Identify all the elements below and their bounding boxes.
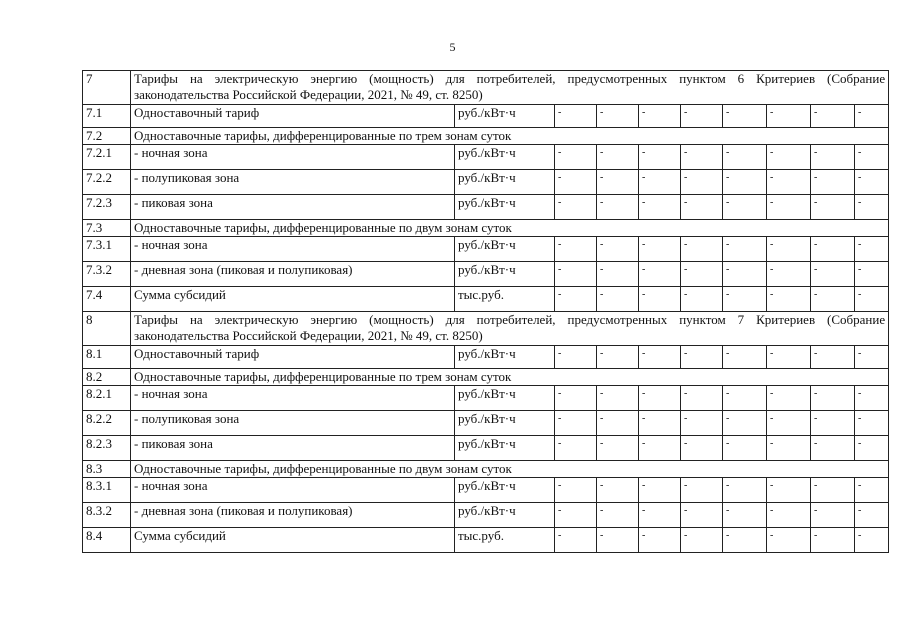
value-cell: - <box>855 237 889 262</box>
value-cell: - <box>855 195 889 220</box>
value-cell: - <box>639 411 681 436</box>
value-cell: - <box>811 262 855 287</box>
value-cell: - <box>767 478 811 503</box>
value-cell: - <box>767 346 811 369</box>
row-number: 8.3 <box>83 461 131 478</box>
value-cell: - <box>811 436 855 461</box>
value-cell: - <box>811 386 855 411</box>
value-cell: - <box>723 262 767 287</box>
table-row <box>83 287 889 312</box>
subsection-row <box>83 461 889 478</box>
row-name: - ночная зона <box>131 386 455 411</box>
value-cell: - <box>555 478 597 503</box>
row-name: - ночная зона <box>131 237 455 262</box>
row-number: 7.2.2 <box>83 170 131 195</box>
value-cell: - <box>811 528 855 553</box>
value-cell: - <box>555 105 597 128</box>
value-cell: - <box>855 105 889 128</box>
subsection-title: Одноставочные тарифы, дифференцированные по трем зонам суток <box>131 128 889 145</box>
value-cell: - <box>681 105 723 128</box>
value-cell: - <box>811 237 855 262</box>
value-cell: - <box>855 528 889 553</box>
value-cell: - <box>639 237 681 262</box>
row-number: 7.3.1 <box>83 237 131 262</box>
value-cell: - <box>639 170 681 195</box>
row-unit: тыс.руб. <box>455 287 555 312</box>
value-cell: - <box>811 411 855 436</box>
value-cell: - <box>767 411 811 436</box>
value-cell: - <box>767 287 811 312</box>
value-cell: - <box>597 237 639 262</box>
table-row <box>83 195 889 220</box>
value-cell: - <box>597 195 639 220</box>
value-cell: - <box>555 503 597 528</box>
value-cell: - <box>723 436 767 461</box>
value-cell: - <box>555 436 597 461</box>
value-cell: - <box>639 503 681 528</box>
value-cell: - <box>767 105 811 128</box>
row-number: 7.1 <box>83 105 131 128</box>
row-number: 8.2.1 <box>83 386 131 411</box>
row-unit: руб./кВт·ч <box>455 170 555 195</box>
row-name: - ночная зона <box>131 145 455 170</box>
value-cell: - <box>555 528 597 553</box>
value-cell: - <box>855 287 889 312</box>
value-cell: - <box>639 528 681 553</box>
table-row <box>83 346 889 369</box>
table-row <box>83 478 889 503</box>
subsection-title: Одноставочные тарифы, дифференцированные по двум зонам суток <box>131 461 889 478</box>
value-cell: - <box>855 262 889 287</box>
table-row <box>83 145 889 170</box>
value-cell: - <box>681 386 723 411</box>
value-cell: - <box>811 287 855 312</box>
value-cell: - <box>855 145 889 170</box>
value-cell: - <box>681 237 723 262</box>
value-cell: - <box>639 287 681 312</box>
value-cell: - <box>681 503 723 528</box>
table-row <box>83 105 889 128</box>
page-number: 5 <box>449 40 456 54</box>
table-row <box>83 262 889 287</box>
row-number: 8 <box>83 312 131 346</box>
value-cell: - <box>597 287 639 312</box>
row-name: - дневная зона (пиковая и полупиковая) <box>131 262 455 287</box>
value-cell: - <box>681 436 723 461</box>
row-unit: руб./кВт·ч <box>455 386 555 411</box>
value-cell: - <box>723 237 767 262</box>
value-cell: - <box>855 478 889 503</box>
value-cell: - <box>811 503 855 528</box>
value-cell: - <box>681 528 723 553</box>
value-cell: - <box>767 262 811 287</box>
row-name: - дневная зона (пиковая и полупиковая) <box>131 503 455 528</box>
row-name: - ночная зона <box>131 478 455 503</box>
table-row <box>83 503 889 528</box>
table-row <box>83 528 889 553</box>
value-cell: - <box>681 346 723 369</box>
row-name: Одноставочный тариф <box>131 346 455 369</box>
value-cell: - <box>855 170 889 195</box>
row-unit: руб./кВт·ч <box>455 411 555 436</box>
row-number: 8.2 <box>83 369 131 386</box>
value-cell: - <box>723 145 767 170</box>
value-cell: - <box>597 346 639 369</box>
value-cell: - <box>639 105 681 128</box>
value-cell: - <box>723 170 767 195</box>
subsection-row <box>83 369 889 386</box>
value-cell: - <box>723 105 767 128</box>
row-number: 8.3.2 <box>83 503 131 528</box>
value-cell: - <box>597 170 639 195</box>
value-cell: - <box>767 528 811 553</box>
value-cell: - <box>597 411 639 436</box>
value-cell: - <box>639 145 681 170</box>
value-cell: - <box>855 346 889 369</box>
value-cell: - <box>555 287 597 312</box>
value-cell: - <box>597 145 639 170</box>
value-cell: - <box>597 262 639 287</box>
row-number: 8.2.2 <box>83 411 131 436</box>
value-cell: - <box>723 386 767 411</box>
value-cell: - <box>811 105 855 128</box>
value-cell: - <box>723 503 767 528</box>
value-cell: - <box>855 411 889 436</box>
value-cell: - <box>597 503 639 528</box>
value-cell: - <box>723 411 767 436</box>
row-unit: руб./кВт·ч <box>455 503 555 528</box>
value-cell: - <box>555 346 597 369</box>
value-cell: - <box>811 170 855 195</box>
value-cell: - <box>639 195 681 220</box>
value-cell: - <box>767 195 811 220</box>
row-number: 7.3 <box>83 220 131 237</box>
value-cell: - <box>555 262 597 287</box>
row-unit: тыс.руб. <box>455 528 555 553</box>
value-cell: - <box>855 386 889 411</box>
subsection-title: Одноставочные тарифы, дифференцированные по трем зонам суток <box>131 369 889 386</box>
value-cell: - <box>767 386 811 411</box>
row-name: - пиковая зона <box>131 436 455 461</box>
row-unit: руб./кВт·ч <box>455 346 555 369</box>
table-row <box>83 237 889 262</box>
subsection-title: Одноставочные тарифы, дифференцированные по двум зонам суток <box>131 220 889 237</box>
row-number: 8.4 <box>83 528 131 553</box>
value-cell: - <box>639 346 681 369</box>
row-unit: руб./кВт·ч <box>455 262 555 287</box>
section-title: Тарифы на электрическую энергию (мощность) для потребителей, предусмотренных пунктом 7 Критериев (Собрание законодательства Российской Федерации, 2021, № 49, ст. 8250) <box>131 312 889 346</box>
row-unit: руб./кВт·ч <box>455 237 555 262</box>
value-cell: - <box>767 145 811 170</box>
value-cell: - <box>767 503 811 528</box>
row-unit: руб./кВт·ч <box>455 105 555 128</box>
row-number: 8.3.1 <box>83 478 131 503</box>
table-row <box>83 411 889 436</box>
table-row <box>83 386 889 411</box>
row-name: Сумма субсидий <box>131 528 455 553</box>
value-cell: - <box>555 237 597 262</box>
value-cell: - <box>597 436 639 461</box>
value-cell: - <box>555 170 597 195</box>
value-cell: - <box>681 478 723 503</box>
row-unit: руб./кВт·ч <box>455 195 555 220</box>
value-cell: - <box>811 346 855 369</box>
value-cell: - <box>681 262 723 287</box>
value-cell: - <box>723 195 767 220</box>
value-cell: - <box>681 145 723 170</box>
value-cell: - <box>767 237 811 262</box>
table-row <box>83 170 889 195</box>
value-cell: - <box>723 478 767 503</box>
value-cell: - <box>639 436 681 461</box>
value-cell: - <box>681 170 723 195</box>
row-unit: руб./кВт·ч <box>455 436 555 461</box>
row-name: Одноставочный тариф <box>131 105 455 128</box>
section-header-row <box>83 312 889 346</box>
section-title: Тарифы на электрическую энергию (мощность) для потребителей, предусмотренных пунктом 6 Критериев (Собрание законодательства Российской Федерации, 2021, № 49, ст. 8250) <box>131 71 889 105</box>
row-name: Сумма субсидий <box>131 287 455 312</box>
value-cell: - <box>681 195 723 220</box>
value-cell: - <box>681 287 723 312</box>
subsection-row <box>83 220 889 237</box>
row-name: - пиковая зона <box>131 195 455 220</box>
value-cell: - <box>639 478 681 503</box>
row-name: - полупиковая зона <box>131 170 455 195</box>
value-cell: - <box>723 346 767 369</box>
value-cell: - <box>855 503 889 528</box>
value-cell: - <box>555 195 597 220</box>
value-cell: - <box>597 528 639 553</box>
row-number: 7 <box>83 71 131 105</box>
row-number: 8.1 <box>83 346 131 369</box>
row-number: 7.4 <box>83 287 131 312</box>
row-number: 7.2.1 <box>83 145 131 170</box>
row-number: 8.2.3 <box>83 436 131 461</box>
row-number: 7.2 <box>83 128 131 145</box>
row-name: - полупиковая зона <box>131 411 455 436</box>
value-cell: - <box>811 478 855 503</box>
row-number: 7.3.2 <box>83 262 131 287</box>
value-cell: - <box>767 436 811 461</box>
value-cell: - <box>597 105 639 128</box>
section-header-row <box>83 71 889 105</box>
value-cell: - <box>555 145 597 170</box>
value-cell: - <box>555 411 597 436</box>
tariff-table <box>82 70 889 553</box>
value-cell: - <box>811 145 855 170</box>
row-number: 7.2.3 <box>83 195 131 220</box>
value-cell: - <box>811 195 855 220</box>
subsection-row <box>83 128 889 145</box>
row-unit: руб./кВт·ч <box>455 145 555 170</box>
row-unit: руб./кВт·ч <box>455 478 555 503</box>
value-cell: - <box>597 386 639 411</box>
table-row <box>83 436 889 461</box>
value-cell: - <box>723 528 767 553</box>
value-cell: - <box>855 436 889 461</box>
value-cell: - <box>723 287 767 312</box>
value-cell: - <box>681 411 723 436</box>
value-cell: - <box>639 262 681 287</box>
value-cell: - <box>597 478 639 503</box>
value-cell: - <box>555 386 597 411</box>
value-cell: - <box>639 386 681 411</box>
value-cell: - <box>767 170 811 195</box>
